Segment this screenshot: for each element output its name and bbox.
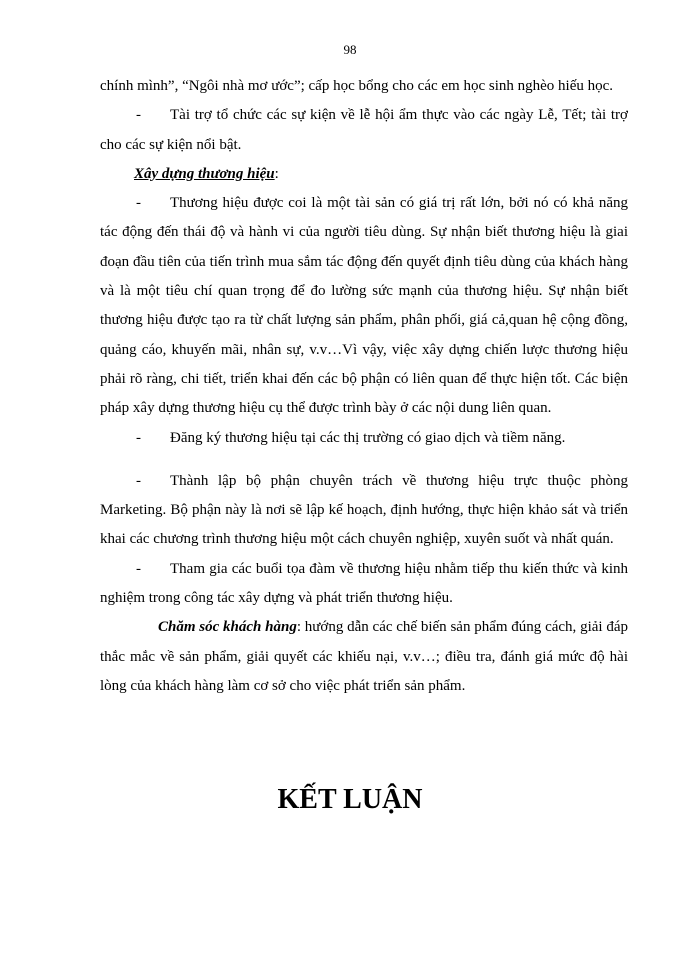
bullet-dash: -: [136, 429, 141, 446]
document-body: [100, 72, 628, 701]
bullet-dash: -: [136, 107, 141, 124]
page-number: 98: [343, 42, 357, 57]
bullet-text: Tham gia các buổi tọa đàm về thương hiệu nhằm tiếp thu kiến thức và kinh nghiệm trong công tác xây dựng và phát triển thương hiệu.: [100, 560, 628, 607]
bullet-brand-department: [100, 467, 628, 555]
bullet-dash: -: [136, 560, 141, 577]
bullet-sponsorship: [100, 101, 628, 160]
section-heading-brand: [100, 160, 628, 189]
bullet-text: Tài trợ tổ chức các sự kiện về lễ hội ẩm thực vào các ngày Lễ, Tết; tài trợ cho các sự kiện nổi bật.: [100, 107, 628, 153]
bullet-brand-seminars: [100, 555, 628, 614]
customer-care-heading: Chăm sóc khách hàng: [158, 619, 297, 636]
customer-care-text: : hướng dẫn các chế biến sản phẩm đúng cách, giải đáp thắc mắc về sản phẩm, giải quyết các khiếu nại, v.v…; điều tra, đánh giá mức độ hài lòng của khách hàng làm cơ sở cho việc phát triển sản phẩm.: [100, 619, 628, 694]
bullet-brand-registration: [100, 424, 628, 453]
bullet-text: Thành lập bộ phận chuyên trách về thương hiệu trực thuộc phòng Marketing. Bộ phận này là nơi sẽ lập kế hoạch, định hướng, thực hiện khảo sát và triển khai các chương trình thương hiệu một cách chuyên nghiệp, xuyên suốt và nhất quán.: [100, 472, 628, 548]
conclusion-title: KẾT LUẬN: [277, 784, 423, 815]
section-heading-colon: :: [274, 165, 279, 182]
bullet-text: Thương hiệu được coi là một tài sản có giá trị rất lớn, bởi nó có khả năng tác động đến thái độ và hành vi của người tiêu dùng. Sự nhận biết thương hiệu là giai đoạn đầu tiên của tiến trình mua sắm tác động đến quyết định tiêu dùng của khách hàng và là một tiêu chí quan trọng để đo lường sức mạnh của thương hiệu. Sự nhận biết thương hiệu được tạo ra từ chất lượng sản phẩm, phân phối, giá cả,quan hệ cộng đồng, quảng cáo, khuyến mãi, nhân sự, v.v…Vì vậy, việc xây dựng chiến lược thương hiệu phải rõ ràng, chi tiết, triển khai đến các bộ phận có liên quan để thực hiện tốt. Các biện pháp xây dựng thương hiệu cụ thể được trình bày ở các nội dung liên quan.: [100, 195, 628, 417]
bullet-brand-value: [100, 189, 628, 423]
bullet-text: Đăng ký thương hiệu tại các thị trường có giao dịch và tiềm năng.: [170, 429, 566, 446]
bullet-dash: -: [136, 472, 141, 489]
paragraph-customer-care: [100, 613, 628, 701]
bullet-dash: -: [136, 195, 141, 212]
section-heading-text: Xây dựng thương hiệu: [134, 165, 275, 182]
paragraph-continuation: chính mình”, “Ngôi nhà mơ ước”; cấp học bổng cho các em học sinh nghèo hiếu học.: [100, 78, 614, 94]
